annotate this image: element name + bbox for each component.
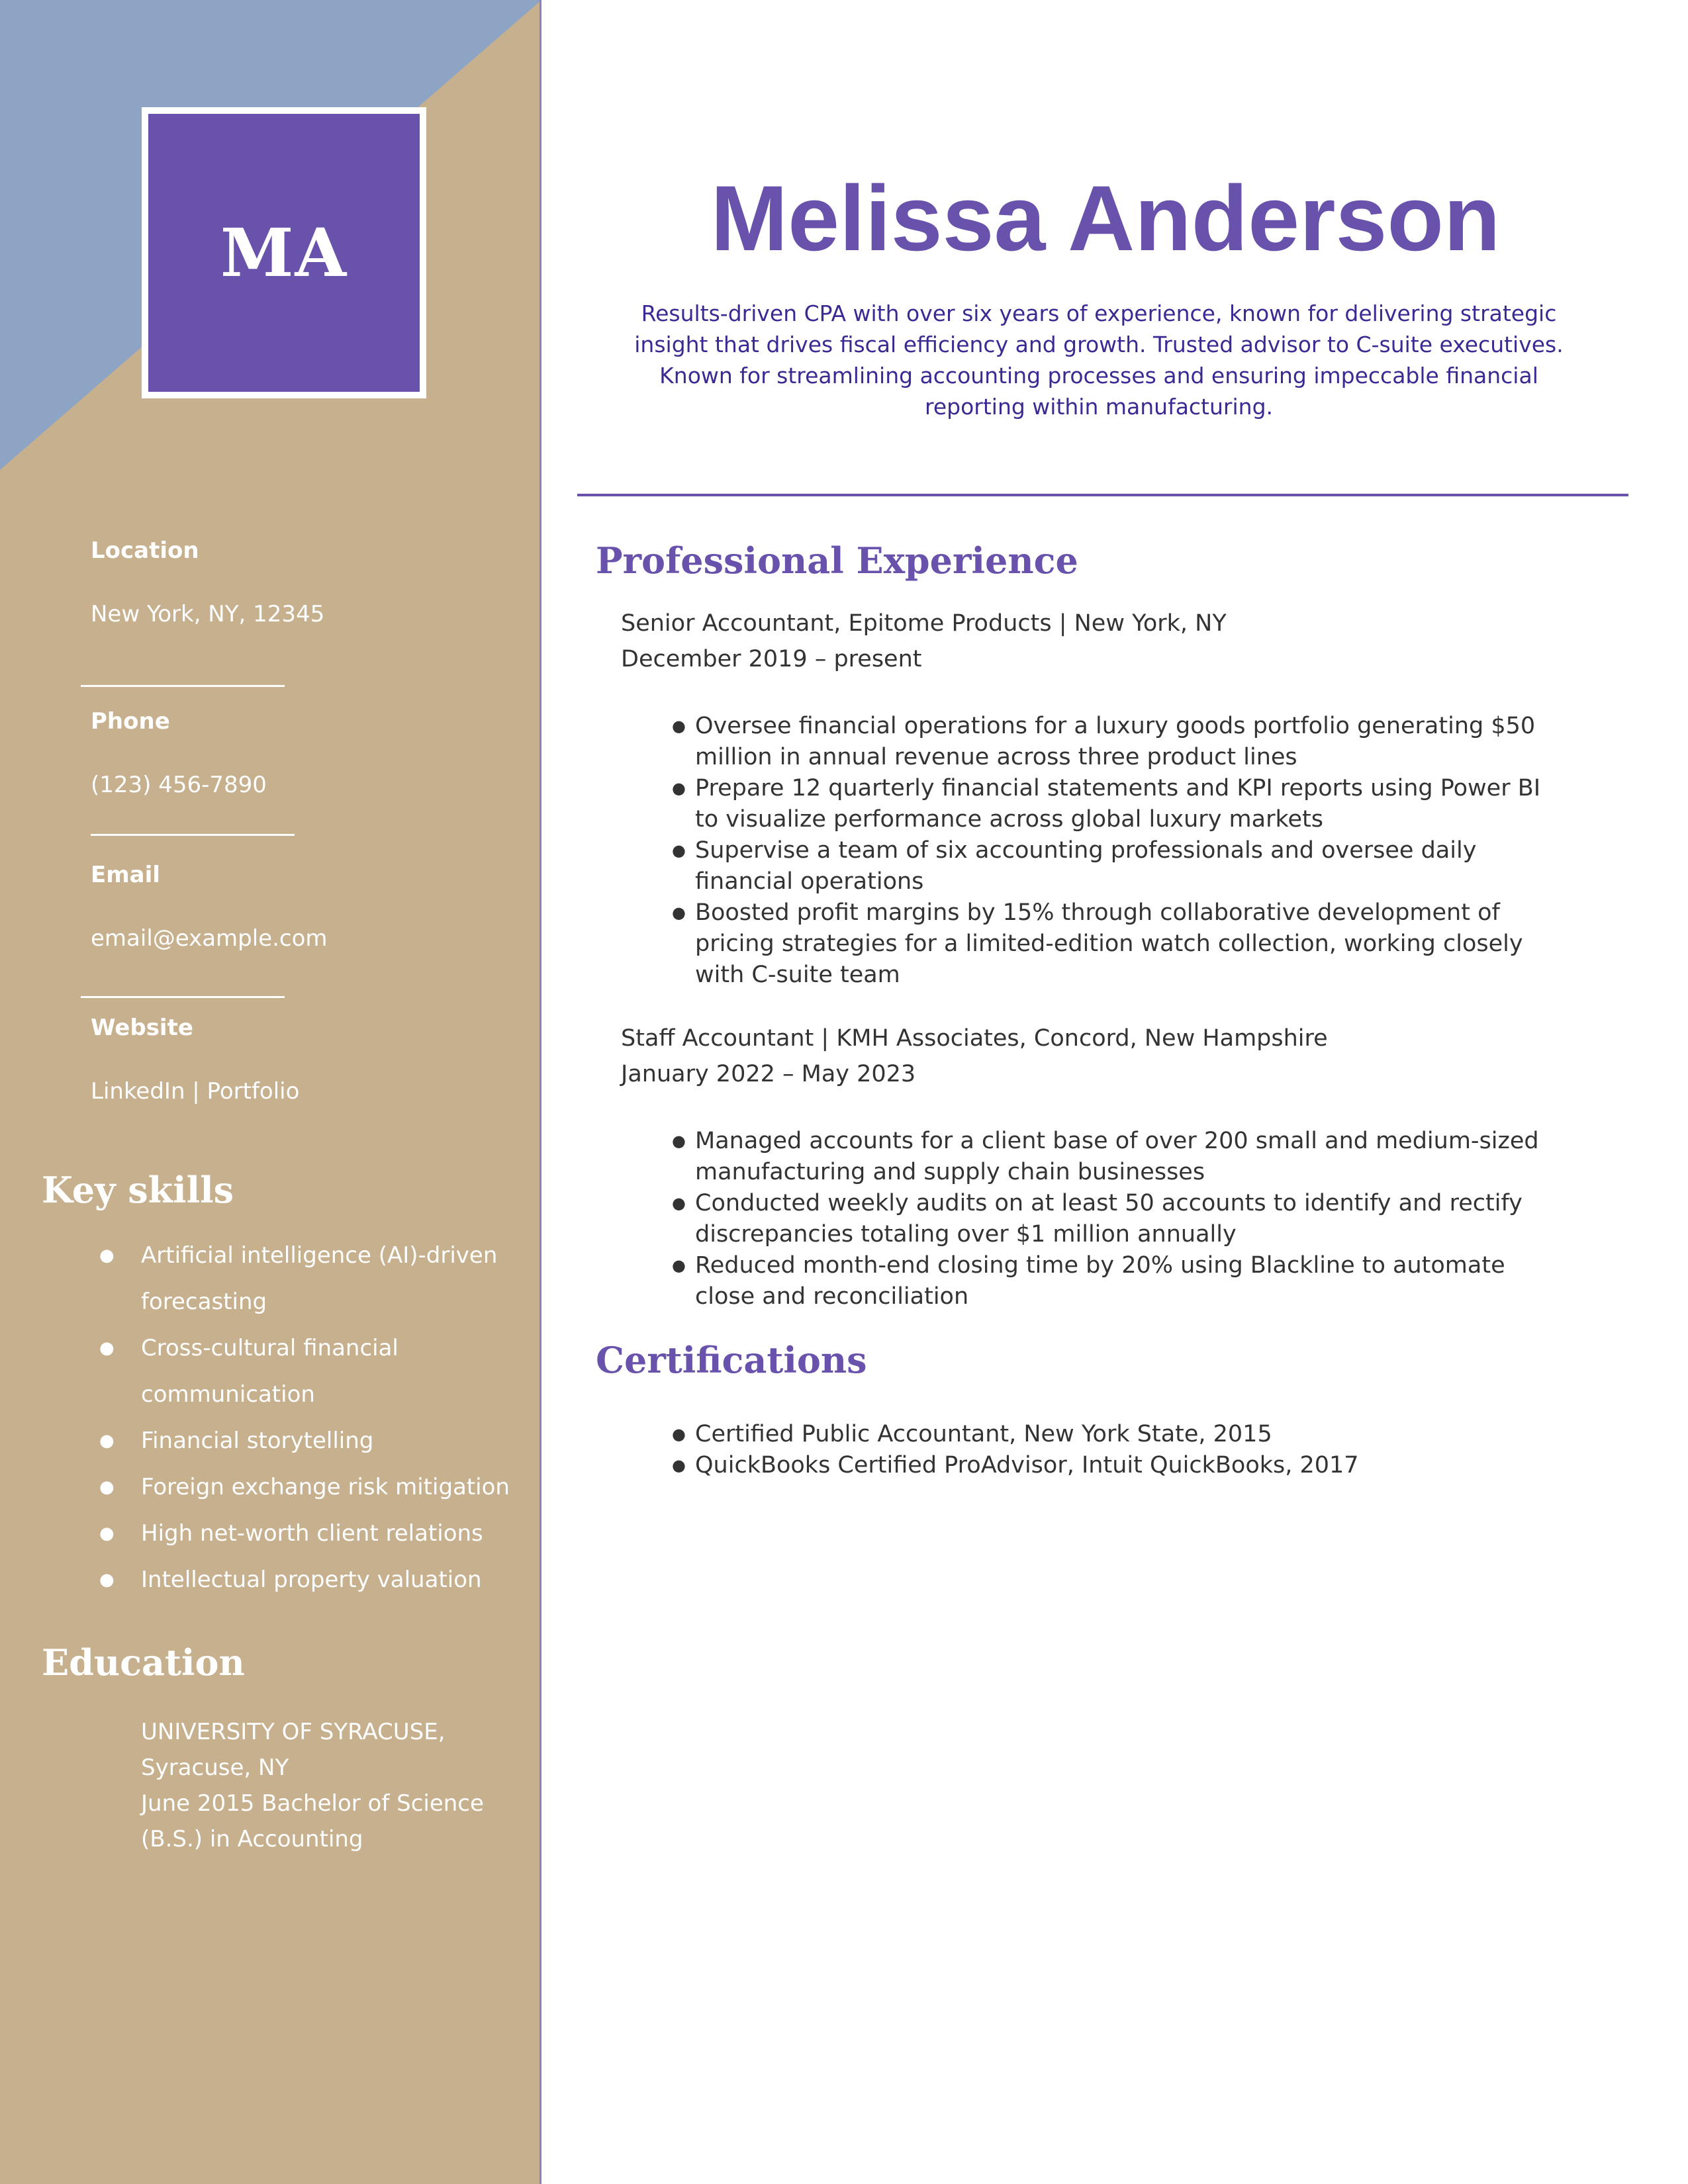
location-value: New York, NY, 12345 [91,601,325,627]
skill-item: ● Foreign exchange risk mitigation [99,1464,516,1510]
skill-item: ● High net-worth client relations [99,1510,516,1557]
location-label: Location [91,537,199,564]
job-bullet: ● Conducted weekly audits on at least 50 accounts to identify and rectify discrepancies totaling over $1 million annually [672,1188,1559,1250]
website-value[interactable]: LinkedIn | Portfolio [91,1078,300,1105]
website-label: Website [91,1015,193,1041]
education-school: UNIVERSITY OF SYRACUSE, [141,1719,445,1745]
certifications-heading: Certifications [596,1339,867,1381]
certifications-list [672,1419,1559,1481]
certification-item: ● Certified Public Accountant, New York State, 2015 [672,1419,1559,1450]
job-bullets [672,711,1559,991]
skill-item: ● Intellectual property valuation [99,1557,516,1603]
job-bullet: ● Reduced month-end closing time by 20% using Blackline to automate close and reconciliation [672,1250,1559,1312]
contact-divider [81,685,285,687]
summary: Results-driven CPA with over six years of experience, known for delivering strategic insight that drives fiscal efficiency and growth. Trusted advisor to C-suite executives. Known for streamlining accounting processes and ensuring impeccable financial reporting within manufacturing. [634,300,1564,420]
education-degree: June 2015 Bachelor of Science (B.S.) in Accounting [141,1790,484,1852]
monogram-frame [142,107,426,398]
monogram-initials: MA [220,214,348,292]
education-location: Syracuse, NY [141,1754,289,1781]
monogram [148,114,420,392]
experience-heading: Professional Experience [596,539,1078,582]
email-value[interactable]: email@example.com [91,925,328,952]
phone-value: (123) 456-7890 [91,772,267,798]
job-bullet: ● Boosted profit margins by 15% through collaborative development of pricing strategies for a limited-edition watch collection, working closely with C-suite team [672,897,1559,991]
job-bullet: ● Managed accounts for a client base of over 200 small and medium-sized manufacturing and supply chain businesses [672,1126,1559,1188]
skills-heading: Key skills [42,1169,234,1211]
job-title: Staff Accountant | KMH Associates, Concord, New Hampshire [621,1025,1328,1052]
skills-list [99,1232,516,1603]
job-dates: January 2022 – May 2023 [621,1061,916,1087]
job-bullet: ● Oversee financial operations for a luxury goods portfolio generating $50 million in annual revenue across three product lines [672,711,1559,773]
job-bullet: ● Prepare 12 quarterly financial statements and KPI reports using Power BI to visualize performance across global luxury markets [672,773,1559,835]
email-label: Email [91,862,160,888]
contact-divider [81,996,285,998]
phone-label: Phone [91,708,170,735]
job-dates: December 2019 – present [621,646,922,672]
candidate-name: Melissa Anderson [710,166,1501,270]
education-entry [141,1714,512,1857]
skill-item: ● Artificial intelligence (AI)-driven forecasting [99,1232,516,1325]
sidebar [0,0,541,2184]
job-title: Senior Accountant, Epitome Products | New York, NY [621,610,1227,637]
skill-item: ● Financial storytelling [99,1418,516,1464]
job-bullet: ● Supervise a team of six accounting professionals and oversee daily financial operations [672,835,1559,897]
header-divider [577,494,1628,496]
certification-item: ● QuickBooks Certified ProAdvisor, Intuit QuickBooks, 2017 [672,1450,1559,1481]
skill-item: ● Cross-cultural financial communication [99,1325,516,1418]
contact-divider [91,834,295,836]
job-bullets [672,1126,1559,1312]
education-heading: Education [42,1641,245,1684]
